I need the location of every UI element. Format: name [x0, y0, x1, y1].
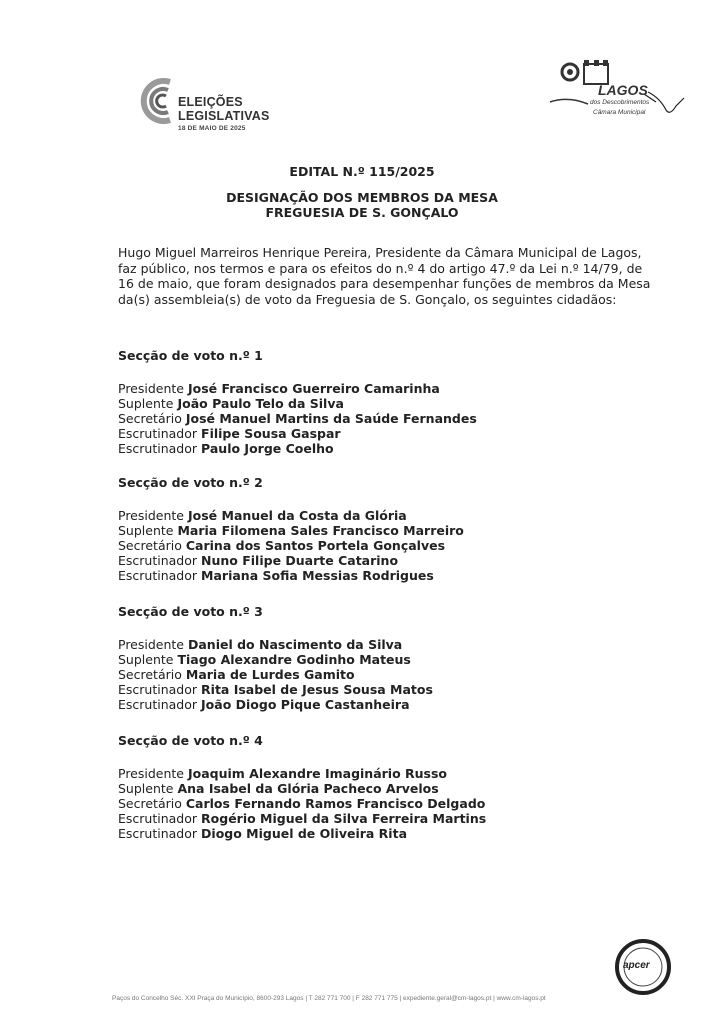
elections-logo — [140, 76, 270, 136]
member-name: João Paulo Telo da Silva — [177, 396, 344, 411]
lagos-logo-subtitle: dos Descobrimentos — [590, 99, 650, 106]
elections-logo-date: 18 DE MAIO DE 2025 — [178, 125, 246, 132]
member-row — [118, 381, 588, 396]
member-list — [118, 637, 588, 712]
member-row — [118, 682, 588, 697]
section-heading: Secção de voto n.º 4 — [118, 733, 263, 748]
member-role: Escrutinador — [118, 441, 198, 456]
member-row — [118, 538, 588, 553]
polling-section-1 — [118, 348, 588, 456]
member-role: Escrutinador — [118, 826, 198, 841]
intro-line: faz público, nos termos e para os efeitos do n.º 4 do artigo 47.º da Lei n.º 14/79, de — [118, 260, 643, 276]
intro-paragraph — [118, 245, 651, 307]
member-row — [118, 396, 588, 411]
member-name: Rogério Miguel da Silva Ferreira Martins — [201, 811, 487, 826]
member-row — [118, 637, 588, 652]
member-role: Secretário — [118, 796, 182, 811]
footer-address: Paços do Concelho Séc. XXI Praça do Município, 8600-293 Lagos | T 282 771 700 | F 282 771 775 | expediente.geral@cm-lagos.pt | www.cm-lagos.pt — [112, 995, 546, 1002]
lagos-logo-council: Câmara Municipal — [593, 109, 646, 116]
member-row — [118, 811, 588, 826]
member-name: Daniel do Nascimento da Silva — [188, 637, 403, 652]
document-title: DESIGNAÇÃO DOS MEMBROS DA MESA — [226, 190, 498, 205]
lagos-municipality-logo — [548, 58, 688, 128]
member-role: Secretário — [118, 411, 182, 426]
member-name: Maria de Lurdes Gamito — [185, 667, 355, 682]
member-row — [118, 553, 588, 568]
polling-section-2 — [118, 475, 588, 583]
document-subtitle: FREGUESIA DE S. GONÇALO — [265, 205, 459, 220]
member-row — [118, 697, 588, 712]
member-role: Secretário — [118, 538, 182, 553]
member-row — [118, 781, 588, 796]
elections-logo-line2: LEGISLATIVAS — [178, 109, 270, 123]
member-role: Escrutinador — [118, 682, 198, 697]
member-name: José Francisco Guerreiro Camarinha — [188, 381, 440, 396]
member-name: José Manuel da Costa da Glória — [188, 508, 407, 523]
edital-number: EDITAL N.º 115/2025 — [289, 164, 435, 179]
lagos-logo-name: LAGOS — [598, 82, 648, 98]
member-name: João Diogo Pique Castanheira — [201, 697, 410, 712]
member-row — [118, 426, 588, 441]
member-name: Carlos Fernando Ramos Francisco Delgado — [185, 796, 486, 811]
member-row — [118, 766, 588, 781]
member-role: Presidente — [118, 637, 184, 652]
member-name: Ana Isabel da Glória Pacheco Arvelos — [177, 781, 439, 796]
apcer-certification-seal — [614, 938, 672, 996]
member-role: Suplente — [118, 523, 174, 538]
member-name: Mariana Sofia Messias Rodrigues — [201, 568, 434, 583]
apcer-logo-text: apcer — [623, 960, 650, 971]
section-heading: Secção de voto n.º 2 — [118, 475, 263, 490]
member-name: Paulo Jorge Coelho — [201, 441, 334, 456]
member-role: Secretário — [118, 667, 182, 682]
polling-section-3 — [118, 604, 588, 712]
member-row — [118, 508, 588, 523]
section-heading: Secção de voto n.º 1 — [118, 348, 263, 363]
member-name: Carina dos Santos Portela Gonçalves — [185, 538, 446, 553]
member-name: Joaquim Alexandre Imaginário Russo — [188, 766, 448, 781]
member-role: Escrutinador — [118, 553, 198, 568]
member-row — [118, 796, 588, 811]
member-name: Nuno Filipe Duarte Catarino — [201, 553, 399, 568]
elections-logo-line1: ELEIÇÕES — [178, 95, 243, 109]
member-name: Filipe Sousa Gaspar — [201, 426, 341, 441]
section-heading: Secção de voto n.º 3 — [118, 604, 263, 619]
member-row — [118, 568, 588, 583]
member-role: Presidente — [118, 381, 184, 396]
member-row — [118, 441, 588, 456]
member-name: Rita Isabel de Jesus Sousa Matos — [201, 682, 433, 697]
member-role: Suplente — [118, 396, 174, 411]
member-row — [118, 652, 588, 667]
member-name: Maria Filomena Sales Francisco Marreiro — [177, 523, 464, 538]
member-role: Escrutinador — [118, 568, 198, 583]
member-role: Presidente — [118, 766, 184, 781]
member-list — [118, 508, 588, 583]
intro-line: 16 de maio, que foram designados para desempenhar funções de membros da Mesa — [118, 276, 651, 291]
member-name: Tiago Alexandre Godinho Mateus — [177, 652, 411, 667]
member-list — [118, 766, 588, 841]
member-name: Diogo Miguel de Oliveira Rita — [201, 826, 408, 841]
member-role: Escrutinador — [118, 697, 198, 712]
member-role: Presidente — [118, 508, 184, 523]
intro-line: Hugo Miguel Marreiros Henrique Pereira, Presidente da Câmara Municipal de Lagos, — [118, 245, 642, 260]
member-row — [118, 523, 588, 538]
polling-section-4 — [118, 733, 588, 841]
member-role: Escrutinador — [118, 811, 198, 826]
member-role: Escrutinador — [118, 426, 198, 441]
member-row — [118, 411, 588, 426]
member-row — [118, 826, 588, 841]
member-role: Suplente — [118, 781, 174, 796]
member-name: José Manuel Martins da Saúde Fernandes — [185, 411, 477, 426]
elections-emblem-icon — [140, 76, 176, 126]
member-role: Suplente — [118, 652, 174, 667]
member-list — [118, 381, 588, 456]
member-row — [118, 667, 588, 682]
intro-line: da(s) assembleia(s) de voto da Freguesia de S. Gonçalo, os seguintes cidadãos: — [118, 291, 617, 307]
